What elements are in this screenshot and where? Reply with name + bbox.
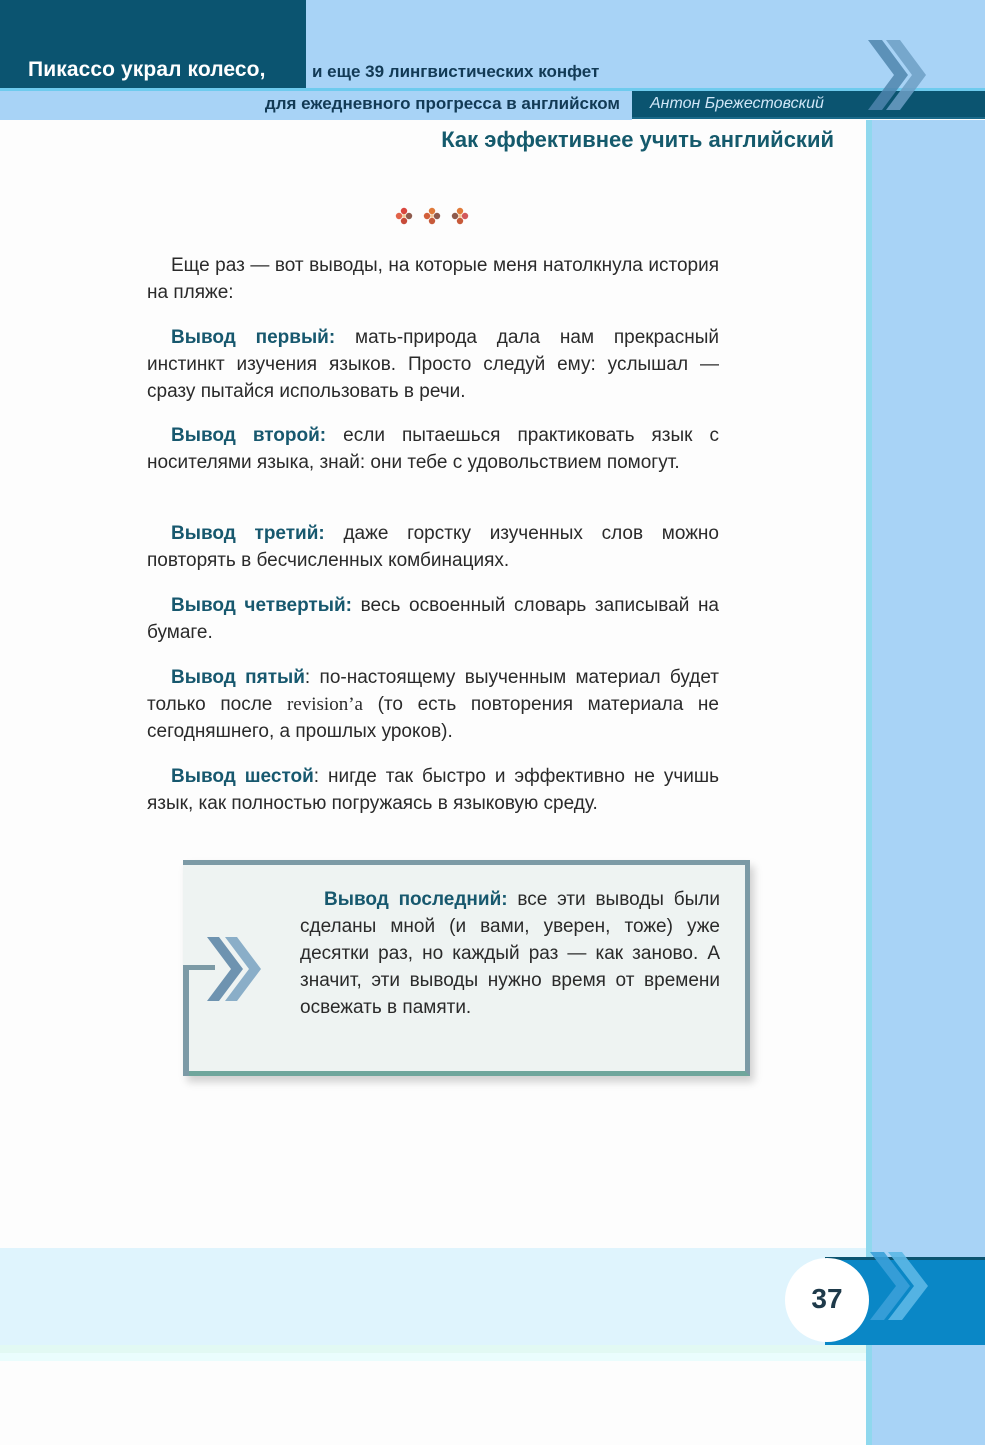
ornament-flower-icon bbox=[394, 206, 414, 226]
conclusion-text: : по-настоящему выученным материал будет только после bbox=[147, 667, 719, 715]
author-band-line bbox=[632, 117, 985, 119]
conclusion-label: Вывод третий: bbox=[171, 523, 325, 544]
footer-stripe bbox=[0, 1345, 866, 1353]
callout-body: все эти выводы были сделаны мной (и вами, уверен, тоже) уже десятки раз, но каждый раз — как заново. А значит, эти выводы нужно время от времени освежать в памяти. bbox=[300, 889, 720, 1018]
callout-text bbox=[300, 886, 720, 1021]
conclusion-term: revision’a bbox=[286, 694, 363, 715]
conclusion-5 bbox=[147, 664, 719, 745]
conclusion-text: даже горстку изученных слов можно повторять в бесчисленных комбинациях. bbox=[147, 523, 719, 571]
callout-left-border bbox=[183, 965, 189, 1076]
conclusion-4 bbox=[147, 592, 719, 646]
right-margin-edge bbox=[866, 120, 872, 1445]
intro-text: Еще раз — вот выводы, на которые меня натолкнула история на пляже: bbox=[147, 255, 719, 303]
intro-paragraph bbox=[147, 252, 719, 306]
conclusion-text: (то есть повторения материала не сегодняшнего, а прошлых уроков). bbox=[147, 694, 719, 742]
footer-stripe-light bbox=[0, 1353, 866, 1361]
author-name: Антон Брежестовский bbox=[650, 95, 824, 112]
conclusion-label: Вывод первый: bbox=[171, 327, 336, 348]
ornament-flower-icon bbox=[422, 206, 442, 226]
callout-label: Вывод последний: bbox=[324, 889, 508, 910]
book-title-main: Пикассо украл колесо, bbox=[28, 58, 266, 81]
conclusion-1 bbox=[147, 324, 719, 405]
conclusion-text: мать-природа дала нам прекрасный инстинкт изучения языков. Просто следуй ему: услышал — сразу пытайся использовать в речи. bbox=[147, 327, 720, 402]
book-subtitle: для ежедневного прогресса в английском bbox=[264, 94, 620, 113]
section-title: Как эффективнее учить английский bbox=[441, 127, 834, 152]
conclusion-label: Вывод пятый bbox=[171, 667, 305, 688]
right-margin-band bbox=[866, 120, 985, 1445]
double-chevron-right-icon bbox=[862, 38, 932, 112]
page-number: 37 bbox=[811, 1283, 843, 1314]
conclusion-label: Вывод шестой bbox=[171, 766, 314, 787]
double-chevron-right-icon bbox=[864, 1250, 934, 1322]
double-chevron-right-icon bbox=[203, 933, 265, 1005]
book-title-rest: и еще 39 лингвистических конфет bbox=[312, 62, 600, 81]
conclusion-6 bbox=[147, 763, 719, 817]
conclusion-text: если пытаешься практиковать язык с носителями языка, знай: они тебе с удовольствием помогут. bbox=[147, 425, 719, 473]
conclusion-label: Вывод четвертый: bbox=[171, 595, 352, 616]
conclusion-text: : нигде так быстро и эффективно не учишь язык, как полностью погружаясь в языковую среду. bbox=[147, 766, 719, 814]
conclusion-label: Вывод второй: bbox=[171, 425, 327, 446]
ornament-flower-icon bbox=[450, 206, 470, 226]
section-ornament bbox=[394, 206, 474, 228]
footer-band bbox=[0, 1248, 866, 1345]
conclusion-text: весь освоенный словарь записывай на бумаге. bbox=[147, 595, 719, 643]
conclusion-3 bbox=[147, 520, 719, 574]
conclusion-2 bbox=[147, 422, 719, 476]
